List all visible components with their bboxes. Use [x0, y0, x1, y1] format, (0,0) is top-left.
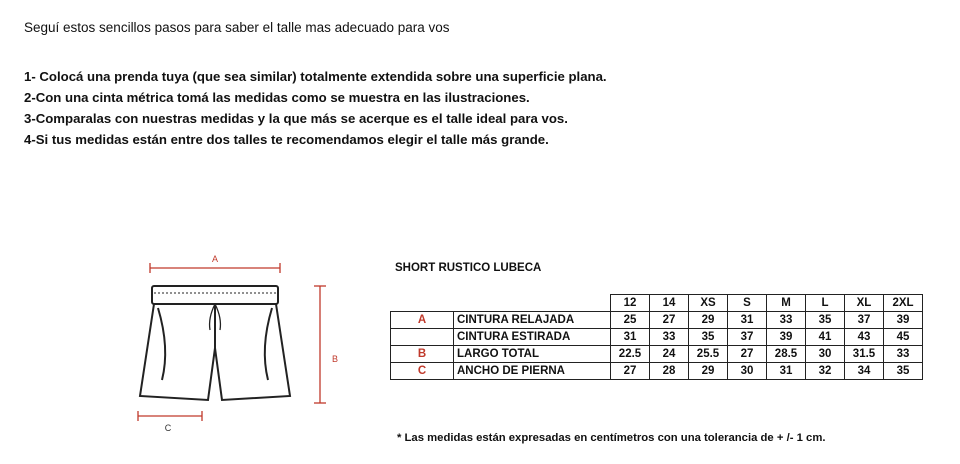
cell: 37 [845, 312, 884, 329]
cell: 35 [884, 363, 923, 380]
intro-text: Seguí estos sencillos pasos para saber el talle mas adecuado para vos [24, 20, 450, 35]
step-1: 1- Colocá una prenda tuya (que sea similar) totalmente extendida sobre una superficie plana. [24, 69, 607, 84]
cell: 28.5 [767, 346, 806, 363]
size-header: M [767, 295, 806, 312]
cell: 27 [650, 312, 689, 329]
cell: 39 [767, 329, 806, 346]
step-4: 4-Si tus medidas están entre dos talles te recomendamos elegir el talle más grande. [24, 132, 549, 147]
table-row [391, 363, 923, 380]
cell: 25.5 [689, 346, 728, 363]
table-row [391, 346, 923, 363]
cell: 39 [884, 312, 923, 329]
size-header: XL [845, 295, 884, 312]
cell: 37 [728, 329, 767, 346]
cell: 27 [728, 346, 767, 363]
cell: 27 [611, 363, 650, 380]
cell: 31.5 [845, 346, 884, 363]
cell: 32 [806, 363, 845, 380]
row-letter: B [391, 346, 454, 363]
cell: 25 [611, 312, 650, 329]
cell: 24 [650, 346, 689, 363]
table-row [391, 329, 923, 346]
cell: 34 [845, 363, 884, 380]
step-2: 2-Con una cinta métrica tomá las medidas como se muestra en las ilustraciones. [24, 90, 530, 105]
row-letter [391, 329, 454, 346]
measure-a-line [150, 263, 280, 273]
shorts-diagram [130, 248, 350, 438]
measure-b-label: B [332, 354, 339, 364]
row-label: CINTURA ESTIRADA [454, 329, 611, 346]
cell: 33 [650, 329, 689, 346]
row-label: CINTURA RELAJADA [454, 312, 611, 329]
size-table [390, 294, 923, 380]
measure-b-line [314, 286, 326, 403]
size-header: L [806, 295, 845, 312]
cell: 35 [689, 329, 728, 346]
measure-c-label: C [164, 423, 172, 433]
size-header: 2XL [884, 295, 923, 312]
cell: 29 [689, 363, 728, 380]
cell: 31 [767, 363, 806, 380]
cell: 35 [806, 312, 845, 329]
cell: 31 [611, 329, 650, 346]
shorts-outline [140, 286, 290, 400]
cell: 29 [689, 312, 728, 329]
cell: 30 [806, 346, 845, 363]
size-header: XS [689, 295, 728, 312]
cell: 31 [728, 312, 767, 329]
size-header: 14 [650, 295, 689, 312]
row-letter: C [391, 363, 454, 380]
measure-a-label: A [211, 254, 219, 264]
table-row [391, 312, 923, 329]
step-3: 3-Comparalas con nuestras medidas y la que más se acerque es el talle ideal para vos. [24, 111, 568, 126]
size-header: S [728, 295, 767, 312]
cell: 45 [884, 329, 923, 346]
size-header: 12 [611, 295, 650, 312]
row-letter: A [391, 312, 454, 329]
table-title: SHORT RUSTICO LUBECA [395, 262, 542, 274]
cell: 41 [806, 329, 845, 346]
size-header-row [391, 295, 923, 312]
tolerance-note: * Las medidas están expresadas en centímetros con una tolerancia de + /- 1 cm. [397, 432, 826, 444]
row-label: ANCHO DE PIERNA [454, 363, 611, 380]
cell: 43 [845, 329, 884, 346]
cell: 22.5 [611, 346, 650, 363]
cell: 33 [767, 312, 806, 329]
instructions-list [24, 66, 607, 150]
cell: 28 [650, 363, 689, 380]
row-label: LARGO TOTAL [454, 346, 611, 363]
measure-c-line [138, 411, 202, 421]
cell: 33 [884, 346, 923, 363]
cell: 30 [728, 363, 767, 380]
